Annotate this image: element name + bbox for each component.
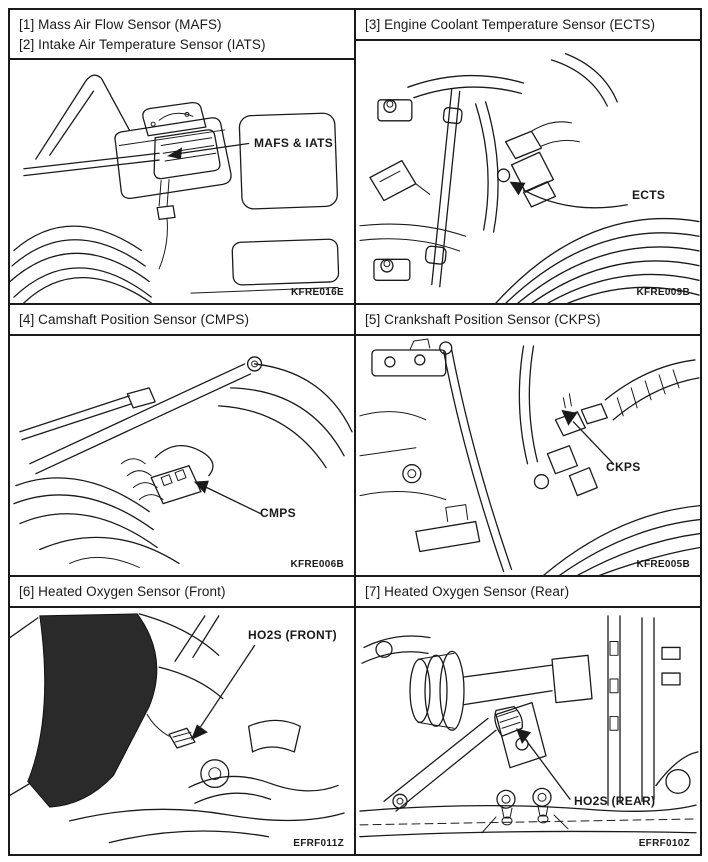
header-line: [5] Crankshaft Position Sensor (CKPS) <box>365 312 601 327</box>
ho2s-front-callout-label: HO2S (FRONT) <box>248 627 337 642</box>
panel-ects <box>356 10 702 305</box>
panel-ho2s-rear-header <box>356 577 700 608</box>
ects-callout-arrow <box>510 181 628 207</box>
ckps-illustration <box>356 336 700 575</box>
header-line: [7] Heated Oxygen Sensor (Rear) <box>365 584 570 599</box>
figure-code: KFRE006B <box>290 559 344 570</box>
figure-code: KFRE016E <box>291 287 344 298</box>
ckps-callout-label: CKPS <box>606 459 641 474</box>
header-line: [3] Engine Coolant Temperature Sensor (ECTS) <box>365 17 656 32</box>
ho2s-rear-callout-label: HO2S (REAR) <box>574 793 656 808</box>
header-line: [1] Mass Air Flow Sensor (MAFS) <box>19 17 222 32</box>
ho2s-front-illustration <box>10 608 354 854</box>
header-line: [4] Camshaft Position Sensor (CMPS) <box>19 312 250 327</box>
ho2s-rear-illustration <box>356 608 700 854</box>
panel-ho2s-front-header <box>10 577 354 608</box>
panel-cmps-figure <box>10 336 354 575</box>
ects-illustration <box>356 41 700 303</box>
header-line: [6] Heated Oxygen Sensor (Front) <box>19 584 226 599</box>
panel-ho2s-rear <box>356 577 702 856</box>
panel-ho2s-front-figure <box>10 608 354 854</box>
panel-grid <box>8 8 702 856</box>
figure-code: KFRE009B <box>636 287 690 298</box>
mafs-callout-arrow <box>167 144 249 160</box>
figure-code: EFRF010Z <box>638 838 690 849</box>
figure-code: EFRF011Z <box>293 838 344 849</box>
ects-callout-label: ECTS <box>632 187 666 202</box>
cmps-callout-arrow <box>194 480 261 513</box>
sensor-bolt-icon <box>533 788 551 823</box>
panel-cmps-header <box>10 305 354 336</box>
panel-ho2s-rear-figure <box>356 608 700 854</box>
panel-mafs-iats <box>10 10 356 305</box>
panel-ckps-figure <box>356 336 700 575</box>
ho2s-front-callout-arrow <box>191 645 255 740</box>
panel-ho2s-front <box>10 577 356 856</box>
mafs-illustration <box>10 60 354 303</box>
panel-ects-figure <box>356 41 700 303</box>
panel-ckps-header <box>356 305 700 336</box>
sensor-bolt-icon <box>497 790 515 825</box>
cmps-illustration <box>10 336 354 575</box>
header-line: [2] Intake Air Temperature Sensor (IATS) <box>19 36 266 52</box>
panel-cmps <box>10 305 356 577</box>
mafs-callout-label: MAFS & IATS <box>254 136 334 151</box>
panel-mafs-iats-figure <box>10 60 354 303</box>
panel-mafs-iats-header <box>10 10 354 60</box>
panel-ects-header <box>356 10 700 41</box>
cmps-callout-label: CMPS <box>260 505 296 520</box>
figure-code: KFRE005B <box>636 559 690 570</box>
panel-ckps <box>356 305 702 577</box>
